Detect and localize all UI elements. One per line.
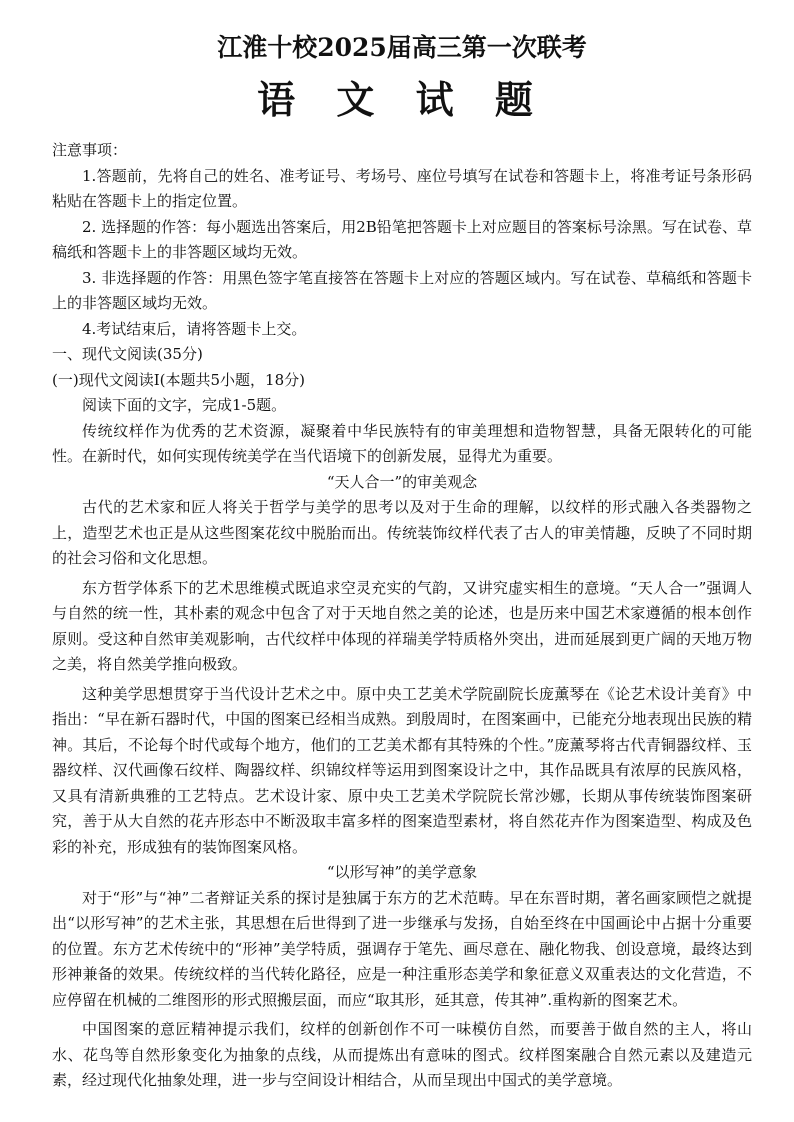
section-title: 一、现代文阅读(35分) [52,345,203,363]
section-sub-title: (一)现代文阅读I(本题共5小题，18分) [52,370,305,389]
section-block [52,342,752,419]
notice-block [52,138,752,342]
notice-item-1: 1.答题前，先将自己的姓名、准考证号、考场号、座位号填写在试卷和答题卡上，将准考证号条形码粘贴在答题卡上的指定位置。 [52,166,752,210]
notice-item-2: 2. 选择题的作答：每小题选出答案后，用2B铅笔把答题卡上对应题目的答案标号涂黑。写在试卷、草稿纸和答题卡上的非答题区域均无效。 [52,217,752,261]
article-intro: 传统纹样作为优秀的艺术资源，凝聚着中华民族特有的审美理想和造物智慧，具备无限转化的可能性。在新时代，如何实现传统美学在当代语境下的创新发展，显得尤为重要。 [52,421,752,465]
subject-title: 语 文 试 题 [257,77,547,122]
exam-page [52,30,752,1094]
article-heading-2: “以形写神”的美学意象 [326,863,478,881]
article-paragraph-3: 这种美学思想贯穿于当代设计艺术之中。原中央工艺美术学院副院长庞薰琴在《论艺术设计美育》中指出：“早在新石器时代，中国的图案已经相当成熟。到殷周时，在图案画中，已能充分地表现出民族的精神。其后，不论每个时代或每个地方，他们的工艺美术都有其特殊的个性。”庞薰琴将古代青铜器纹样、玉器纹样、汉代画像石纹样、陶器纹样、织锦纹样等运用到图案设计之中，其作品既具有浓厚的民族风格，又具有清新典雅的工艺特点。艺术设计家、原中央工艺美术学院院长常沙娜，长期从事传统装饰图案研究，善于从大自然的花卉形态中不断汲取丰富多样的图案造型素材，将自然花卉作为图案造型、构成及色彩的补充，形成独有的装饰图案风格。 [52,684,752,856]
article-paragraph-4: 对于“形”与“神”二者辩证关系的探讨是独属于东方的艺术范畴。早在东晋时期，著名画家顾恺之就提出“以形写神”的艺术主张，其思想在后世得到了进一步继承与发扬，自始至终在中国画论中占据十分重要的位置。东方艺术传统中的“形神”美学特质，强调存于笔先、画尽意在、融化物我、创设意境，最终达到形神兼备的效果。传统纹样的当代转化路径，应是一种注重形态美学和象征意义双重表达的文化营造，不应停留在机械的二维图形的形式照搬层面，而应“取其形，延其意，传其神”.重构新的图案艺术。 [52,888,752,1009]
article-heading-1: “天人合一”的审美观念 [326,472,478,491]
exam-title: 江淮十校2025届高三第一次联考 [217,33,587,62]
notice-item-4: 4.考试结束后，请将答题卡上交。 [82,319,307,338]
article-paragraph-5: 中国图案的意匠精神提示我们，纹样的创新创作不可一味模仿自然，而要善于做自然的主人，将山水、花鸟等自然形象变化为抽象的点线，从而提炼出有意味的图式。纹样图案融合自然元素以及建造元素，经过现代化抽象处理，进一步与空间设计相结合，从而呈现出中国式的美学意境。 [52,1020,752,1089]
article-paragraph-2: 东方哲学体系下的艺术思维模式既追求空灵充实的气韵，又讲究虚实相生的意境。“天人合一”强调人与自然的统一性，其朴素的观念中包含了对于天地自然之美的论述，也是历来中国艺术家遵循的根本创作原则。受这种自然审美观影响，古代纹样中体现的祥瑞美学特质格外突出，进而延展到更广阔的天地万物之美，将自然美学推向极致。 [52,578,752,673]
notice-heading: 注意事项： [52,141,128,159]
article-paragraph-1: 古代的艺术家和匠人将关于哲学与美学的思考以及对于生命的理解，以纹样的形式融入各类器物之上，造型艺术也正是从这些图案花纹中脱胎而出。传统装饰纹样代表了古人的审美情趣，反映了不同时期的社会习俗和文化思想。 [52,498,752,567]
section-instruction: 阅读下面的文字，完成1-5题。 [82,396,287,414]
article [52,419,752,1094]
notice-item-3: 3. 非选择题的作答：用黑色签字笔直接答在答题卡上对应的答题区域内。写在试卷、草稿纸和答题卡上的非答题区域均无效。 [52,268,752,312]
